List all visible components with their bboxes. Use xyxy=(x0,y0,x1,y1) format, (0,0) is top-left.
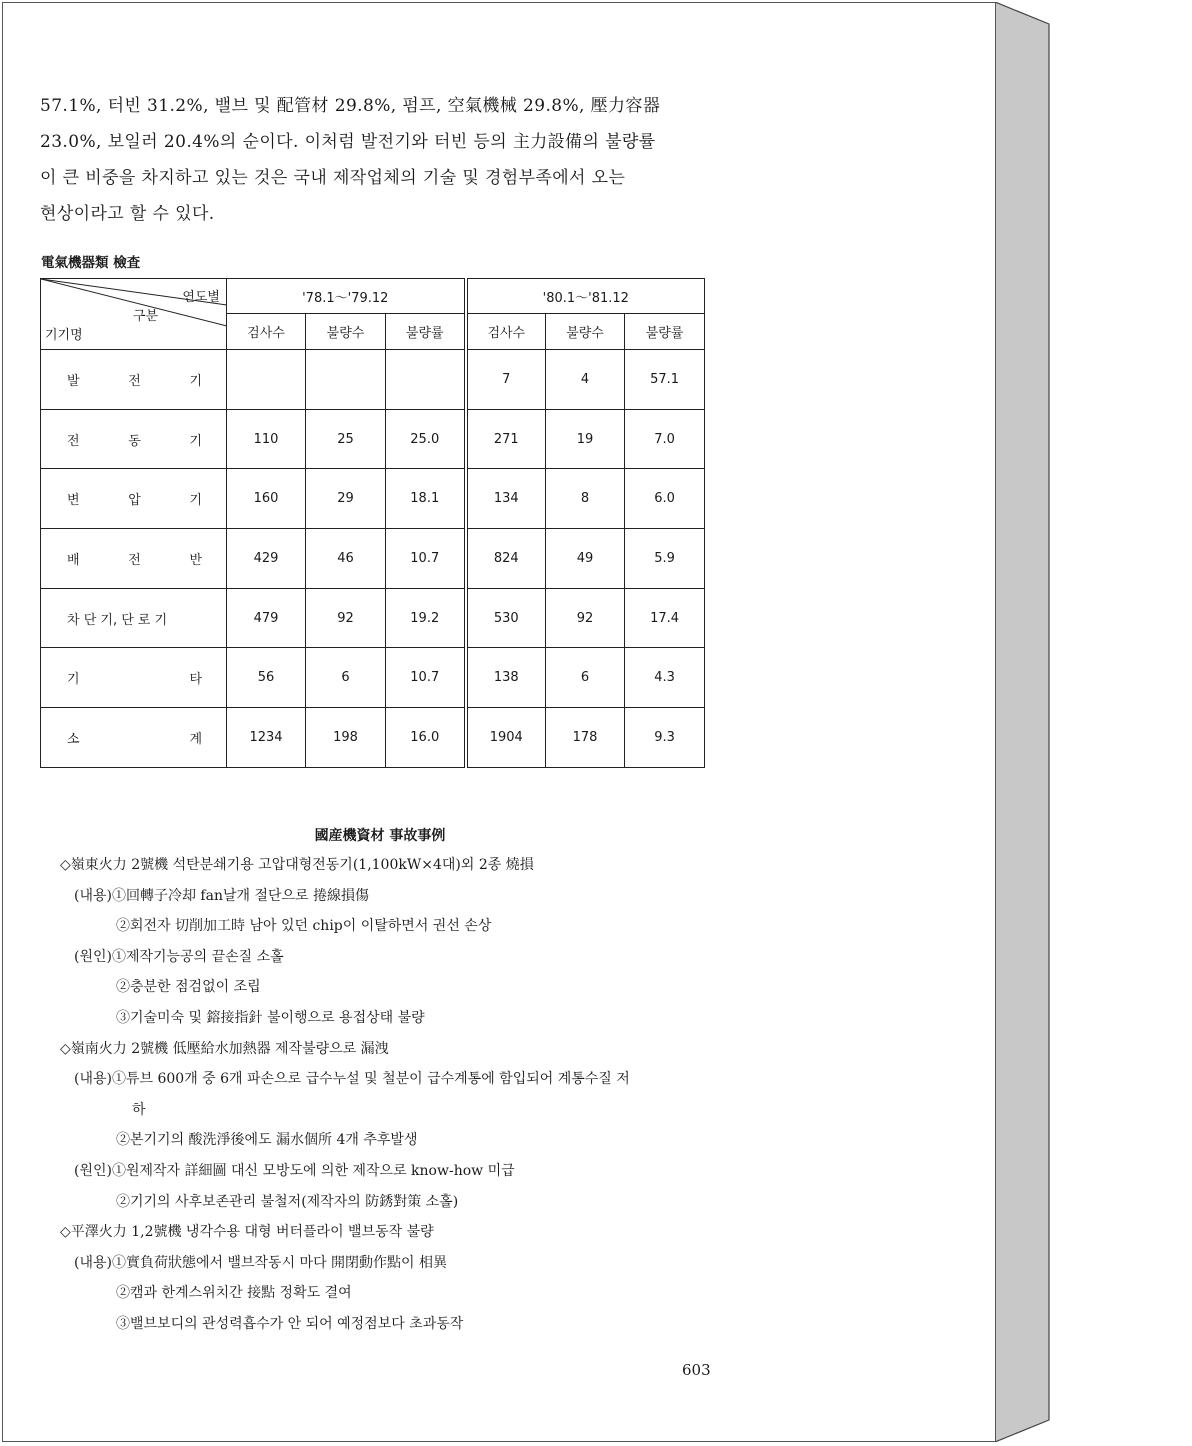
table-row xyxy=(41,708,705,768)
case-detail: ②기기의 사후보존관리 불철저(제작자의 防銹對策 소홀) xyxy=(116,1193,459,1210)
column-header: 검사수 xyxy=(466,314,546,350)
case-detail: 하 xyxy=(132,1101,146,1118)
value-cell: 110 xyxy=(227,409,306,469)
corner-category-label: 구분 xyxy=(133,309,159,324)
value-cell: 4.3 xyxy=(625,648,705,708)
value-cell: 160 xyxy=(227,469,306,529)
device-name-char: 기 xyxy=(189,373,202,389)
accident-cases-list xyxy=(60,850,630,1340)
table-row xyxy=(41,529,705,589)
case-detail: ②충분한 점검없이 조립 xyxy=(116,979,261,996)
value-cell: 29 xyxy=(306,469,386,529)
paragraph-line: 이 큰 비중을 차지하고 있는 것은 국내 제작업체의 기술 및 경험부족에서 오는 xyxy=(40,168,626,188)
value-cell: 479 xyxy=(227,588,306,648)
value-cell xyxy=(227,350,306,410)
value-cell: 92 xyxy=(546,588,625,648)
value-cell: 16.0 xyxy=(386,708,466,768)
device-name-char: 변 xyxy=(67,493,80,509)
corner-header-cell xyxy=(41,279,227,350)
value-cell: 10.7 xyxy=(386,648,466,708)
case-detail: (내용)①實負荷狀態에서 밸브작동시 마다 開閉動作點이 相異 xyxy=(74,1254,448,1271)
value-cell: 18.1 xyxy=(386,469,466,529)
device-name-char: 압 xyxy=(128,493,141,509)
device-name-cell xyxy=(41,648,227,708)
column-header: 검사수 xyxy=(227,314,306,350)
case-heading: ◇平澤火力 1,2號機 냉각수용 대형 버터플라이 밸브동작 불량 xyxy=(60,1224,434,1241)
case-heading: ◇嶺東火力 2號機 석탄분쇄기용 고압대형전동기(1,100kW×4대)외 2종 燒損 xyxy=(60,857,534,873)
table-row xyxy=(41,409,705,469)
value-cell: 198 xyxy=(306,708,386,768)
value-cell: 824 xyxy=(466,529,546,589)
device-name-cell xyxy=(41,469,227,529)
device-name-char: 전 xyxy=(67,433,80,449)
value-cell: 138 xyxy=(466,648,546,708)
value-cell xyxy=(306,350,386,410)
value-cell: 6 xyxy=(546,648,625,708)
value-cell: 178 xyxy=(546,708,625,768)
value-cell xyxy=(386,350,466,410)
value-cell: 8 xyxy=(546,469,625,529)
paragraph-line: 23.0%, 보일러 20.4%의 순이다. 이처럼 발전기와 터빈 등의 主力設備의 불량률 xyxy=(40,132,656,152)
device-name-char: 기 xyxy=(189,433,202,449)
case-detail: ③밸브보디의 관성력흡수가 안 되어 예정점보다 초과동작 xyxy=(116,1315,464,1332)
value-cell: 530 xyxy=(466,588,546,648)
value-cell: 7 xyxy=(466,350,546,410)
case-detail: (내용)①튜브 600개 중 6개 파손으로 급수누설 및 철분이 급수계통에 함입되어 계통수질 저 xyxy=(74,1071,630,1088)
device-name-char: 타 xyxy=(189,672,202,688)
value-cell: 46 xyxy=(306,529,386,589)
case-heading: ◇嶺南火力 2號機 低壓給水加熱器 제작불량으로 漏洩 xyxy=(60,1040,389,1057)
device-name-char: 발 xyxy=(67,373,80,389)
device-name-char: 소 xyxy=(67,731,80,747)
value-cell: 25 xyxy=(306,409,386,469)
case-detail: ②회전자 切削加工時 남아 있던 chip이 이탈하면서 권선 손상 xyxy=(116,918,492,935)
value-cell: 271 xyxy=(466,409,546,469)
device-name-cell xyxy=(41,588,227,648)
inspection-table xyxy=(40,278,705,768)
value-cell: 7.0 xyxy=(625,409,705,469)
value-cell: 19.2 xyxy=(386,588,466,648)
table-row xyxy=(41,648,705,708)
page-number: 603 xyxy=(682,1361,711,1379)
table-row xyxy=(41,588,705,648)
case-detail: ②캠과 한계스위치간 接點 정확도 결여 xyxy=(116,1285,352,1302)
device-name-cell xyxy=(41,708,227,768)
value-cell: 1234 xyxy=(227,708,306,768)
value-cell: 49 xyxy=(546,529,625,589)
value-cell: 25.0 xyxy=(386,409,466,469)
value-cell: 10.7 xyxy=(386,529,466,589)
device-name-cell xyxy=(41,529,227,589)
device-name-cell xyxy=(41,409,227,469)
case-detail: ③기술미숙 및 鎔接指針 불이행으로 용접상태 불량 xyxy=(116,1009,425,1026)
value-cell: 56 xyxy=(227,648,306,708)
value-cell: 17.4 xyxy=(625,588,705,648)
device-name-cell xyxy=(41,350,227,410)
value-cell: 429 xyxy=(227,529,306,589)
value-cell: 9.3 xyxy=(625,708,705,768)
case-detail: (내용)①回轉子冷却 fan날개 절단으로 捲線損傷 xyxy=(74,887,370,904)
device-name-char: 계 xyxy=(189,731,202,747)
column-header: 불량수 xyxy=(546,314,625,350)
device-name-char: 차 단 기, 단 로 기 xyxy=(67,612,168,628)
device-name-char: 기 xyxy=(189,493,202,509)
value-cell: 57.1 xyxy=(625,350,705,410)
book-edge-decoration xyxy=(995,2,1051,1442)
device-name-char: 반 xyxy=(189,552,202,568)
table-header-row xyxy=(41,279,705,314)
case-detail: (원인)①원제작자 詳細圖 대신 모방도에 의한 제작으로 know-how 미급 xyxy=(74,1162,515,1179)
device-name-char: 전 xyxy=(128,552,141,568)
period-header: '80.1～'81.12 xyxy=(466,279,705,314)
value-cell: 6 xyxy=(306,648,386,708)
value-cell: 5.9 xyxy=(625,529,705,589)
table-row xyxy=(41,350,705,410)
corner-device-label: 기기명 xyxy=(45,328,83,343)
value-cell: 19 xyxy=(546,409,625,469)
column-header: 불량수 xyxy=(306,314,386,350)
table-row xyxy=(41,469,705,529)
period-header: '78.1～'79.12 xyxy=(227,279,466,314)
value-cell: 92 xyxy=(306,588,386,648)
device-name-char: 동 xyxy=(128,433,141,449)
section-title: 國産機資材 事故事例 xyxy=(314,828,446,844)
case-detail: ②본기기의 酸洗淨後에도 漏水個所 4개 추후발생 xyxy=(116,1132,418,1149)
column-header: 불량률 xyxy=(386,314,466,350)
corner-year-label: 연도별 xyxy=(182,290,220,305)
value-cell: 134 xyxy=(466,469,546,529)
value-cell: 6.0 xyxy=(625,469,705,529)
device-name-char: 전 xyxy=(128,373,141,389)
intro-paragraph xyxy=(40,88,704,232)
case-detail: (원인)①제작기능공의 끝손질 소홀 xyxy=(74,948,284,965)
table-caption: 電氣機器類 檢査 xyxy=(41,255,141,271)
column-header: 불량률 xyxy=(625,314,705,350)
value-cell: 1904 xyxy=(466,708,546,768)
value-cell: 4 xyxy=(546,350,625,410)
paragraph-line: 57.1%, 터빈 31.2%, 밸브 및 配管材 29.8%, 펌프, 空氣機械 29.8%, 壓力容器 xyxy=(40,96,661,116)
paragraph-line: 현상이라고 할 수 있다. xyxy=(40,204,215,224)
device-name-char: 기 xyxy=(67,672,80,688)
device-name-char: 배 xyxy=(67,552,80,568)
